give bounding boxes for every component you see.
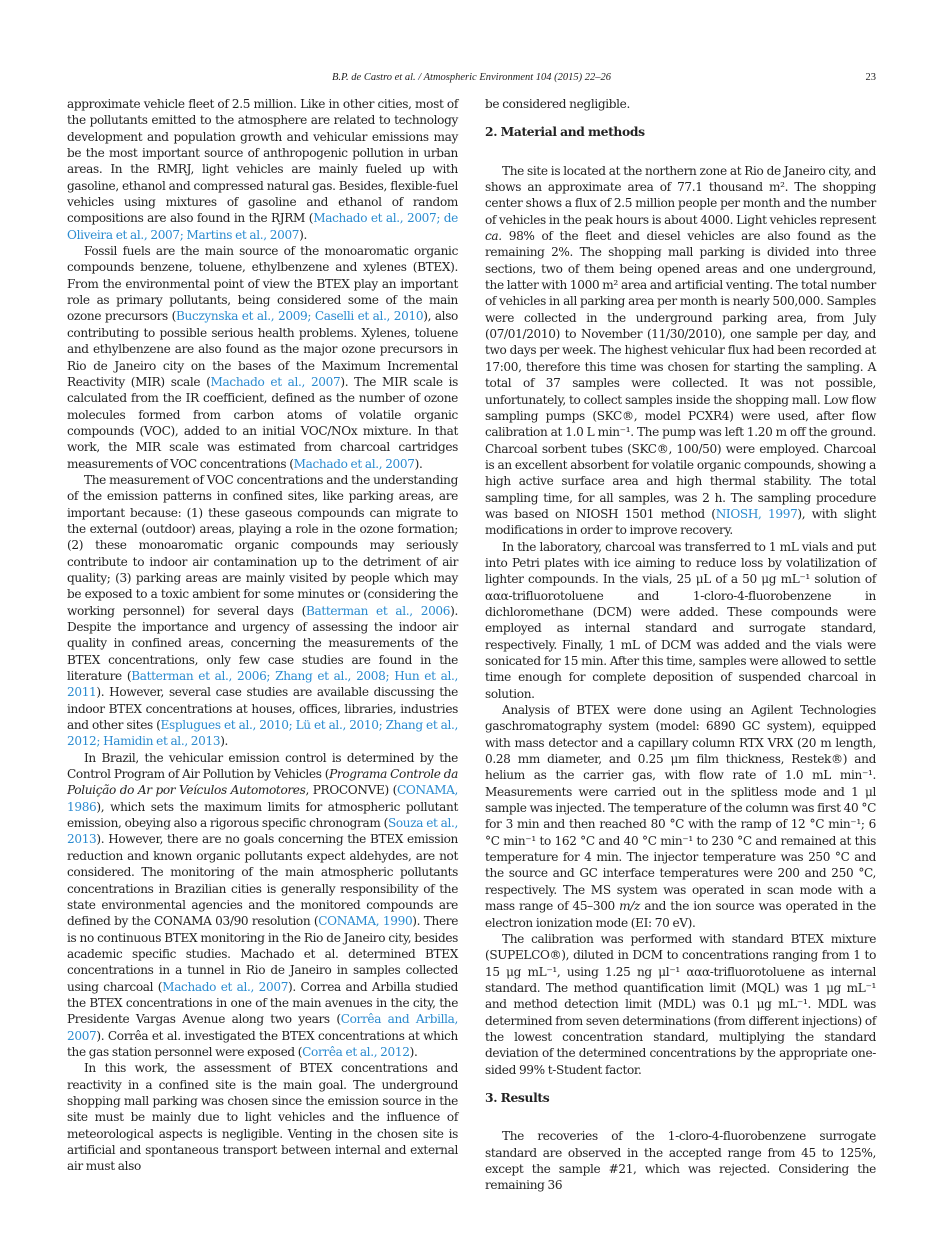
paragraph: [485, 931, 876, 1078]
citation-link[interactable]: Buczynska et al., 2009; Caselli et al., 2010: [176, 309, 424, 324]
citation-link[interactable]: Batterman et al., 2006: [305, 603, 451, 618]
italic-text: Programa Controle da Poluição do Ar por Veículos Automotores: [67, 767, 458, 798]
paragraph: [67, 96, 458, 243]
italic-text: m/z: [619, 899, 641, 914]
paragraph: [67, 472, 458, 750]
text-run: ).: [414, 456, 423, 471]
text-run: Fossil fuels are the main source of the monoaromatic organic compounds benzene, toluene, ethylbenzene and xylenes (BTEX). From the environmental point of view the BTEX play an important role as primary pollutants, being considered some of the main ozone precursors (: [67, 244, 458, 324]
text-run: Analysis of BTEX were done using an Agilent Technologies gaschromatography system (model: 6890 GC system), equipped with mass detector and a capillary column RTX VRX (20 m length, 0.28 mm diameter, and 0.25 μm film thickness, Restek®) and helium as the carrier gas, with flow rate of 1.0 mL min⁻¹. Measurements were carried out in the splitless mode and 1 μl sample was injected. The temperature of the column was first 40 °C for 3 min and then reached 80 °C with the ramp of 12 °C min⁻¹; 6 °C min⁻¹ to 162 °C and 40 °C min⁻¹ to 230 °C and remained at this temperature for 4 min. The injector temperature was 250 °C and the source and GC interface temperatures were 200 and 250 °C, respectively. The MS system was operated in scan mode with a mass range of 45–300: [485, 703, 876, 914]
text-run: The measurement of VOC concentrations and the understanding of the emission patterns in confined sites, like parking areas, are important because: (1) these gaseous compounds can migrate to the external (outdoor) areas, playing a role in the ozone formation; (2) these monoaromatic organic compounds may seriously contribute to indoor air contamination up to the detriment of air quality; (3) parking areas are mainly visited by people which may be exposed to a toxic ambient for some minutes or (considering the working personnel) for several days (: [67, 472, 458, 618]
text-run: , PROCONVE) (: [305, 783, 397, 798]
text-run: ).: [299, 227, 308, 242]
text-run: ). However, there are no goals concerning the BTEX emission reduction and known organic pollutants expect aldehydes, are not considered. The monitoring of the main atmospheric pollutants concentrations in Brazilian cities is generally responsibility of the state environmental agencies and the monitored compounds are defined by the CONAMA 03/90 resolution (: [67, 832, 458, 929]
text-run: In Brazil, the vehicular emission control is determined by the Control Program of Air Pollution by Vehicles (: [67, 750, 458, 782]
text-run: ). There is no continuous BTEX monitoring in the Rio de Janeiro city, besides academic specific studies. Machado et al. determined BTEX concentrations in a tunnel in Rio de Janeiro in samples collected using charcoal (: [67, 914, 458, 994]
citation-link[interactable]: Batterman et al., 2006; Zhang et al., 2008; Hun et al., 2011: [67, 669, 458, 700]
right-column: [485, 96, 876, 1194]
text-run: ), which sets the maximum limits for atmospheric pollutant emission, obeying also a rigorous specific chronogram (: [67, 799, 458, 831]
text-run: ). The MIR scale is calculated from the IR coefficient, defined as the number of ozone molecules formed from carbon atoms of volatile organic compounds (VOC), added to an initial VOC/NOx mixture. In that work, the MIR scale was estimated from charcoal cartridges measurements of VOC concentrations (: [67, 374, 459, 471]
paragraph: [485, 702, 876, 931]
paragraph: [67, 243, 458, 472]
paragraph-group: [67, 96, 458, 1175]
paragraph: [485, 163, 876, 539]
text-run: In this work, the assessment of BTEX concentrations and reactivity in a confined site is the main goal. The underground shopping mall parking was chosen since the emission source in the site must be mainly due to light vehicles and the influence of meteorological aspects is negligible. Venting in the chosen site is artificial and spontaneous transport between internal and external air must also: [67, 1061, 458, 1174]
text-run: ).: [409, 1044, 418, 1059]
paragraph-group: [485, 96, 876, 112]
italic-text: ca.: [485, 229, 502, 244]
citation-link[interactable]: Machado et al., 2007: [210, 374, 341, 389]
text-run: ). Corrêa et al. investigated the BTEX concentrations at which the gas station personnel were exposed (: [67, 1028, 458, 1059]
citation-link[interactable]: Corrêa et al., 2012: [302, 1044, 410, 1059]
paragraph: [67, 1060, 458, 1174]
paragraph-group: [485, 1128, 876, 1193]
citation-link[interactable]: CONAMA, 1990: [318, 914, 413, 929]
text-run: The calibration was performed with standard BTEX mixture (SUPELCO®), diluted in DCM to concentrations ranging from 1 to 15 μg mL⁻¹, using 1.25 ng μl⁻¹ ααα-trifluorotoluene as internal standard. The method quantification limit (MQL) was 1 μg mL⁻¹ and method detection limit (MDL) was 0.1 μg mL⁻¹. MDL was determined from seven determinations (from different injections) of the lowest concentration standard, multiplying the standard deviation of the determined concentrations by the appropriate one-sided 99% t-Student factor.: [485, 931, 876, 1077]
page-number: 23: [865, 72, 876, 83]
text-run: approximate vehicle fleet of 2.5 million. Like in other cities, most of the pollutants emitted to the atmosphere are related to technology development and population growth and vehicular emissions may be the most important source of anthropogenic pollution in urban areas. In the RMRJ, light vehicles are mainly fueled up with gasoline, ethanol and compressed natural gas. Besides, flexible-fuel vehicles using mixtures of gasoline and ethanol of random compositions are also found in the RJRM (: [67, 97, 458, 226]
section-heading-results: 3. Results: [485, 1089, 550, 1105]
paragraph: [485, 96, 876, 112]
text-run: ). However, several case studies are available discussing the indoor BTEX concentrations at houses, offices, libraries, industries and other sites (: [67, 685, 458, 733]
citation-link[interactable]: NIOSH, 1997: [715, 506, 798, 521]
citation-link[interactable]: Machado et al., 2007; de Oliveira et al., 2007; Martins et al., 2007: [67, 211, 458, 242]
running-header: B.P. de Castro et al. / Atmospheric Environment 104 (2015) 22–26: [331, 72, 612, 83]
paragraph: [485, 1128, 876, 1193]
text-run: and the ion source was operated in the electron ionization mode (EI: 70 eV).: [485, 899, 876, 930]
paragraph-group: [485, 163, 876, 1078]
citation-link[interactable]: Machado et al., 2007: [162, 979, 289, 994]
text-run: In the laboratory, charcoal was transferred to 1 mL vials and put into Petri plates with ice aiming to reduce loss by volatilization of lighter compounds. In the vials, 25 μL of a 50 μg mL⁻¹ solution of ααα-trifluorotoluene and 1-cloro-4-fluorobenzene in dichloromethane (DCM) were added. These compounds were employed as internal standard and surrogate standard, respectively. Finally, 1 mL of DCM was added and the vials were sonicated for 15 min. After this time, samples were allowed to settle time enough for complete deposition of suspended charcoal in solution.: [485, 539, 876, 701]
text-run: be considered negligible.: [485, 97, 630, 111]
citation-link[interactable]: Corrêa and Arbilla, 2007: [67, 1012, 458, 1043]
text-run: ), with slight modifications in order to improve recovery.: [485, 506, 876, 538]
text-run: ), also contributing to possible serious health problems. Xylenes, toluene and ethylbenzene are also found as the major ozone precursors in Rio de Janeiro city on the bases of the Maximum Incremental Reactivity (MIR) scale (: [67, 309, 458, 389]
text-run: The recoveries of the 1-cloro-4-fluorobenzene surrogate standard are observed in the accepted range from 45 to 125%, except the sample #21, which was rejected. Considering the remaining 36: [485, 1129, 876, 1193]
text-run: 98% of the fleet and diesel vehicles are also found as the remaining 2%. The shopping mall parking is divided into three sections, two of them being opened areas and one underground, the latter with 1000 m² area and artificial venting. The total number of vehicles in all parking area per month is nearly 500,000. Samples were collected in the underground parking area, from July (07/01/2010) to November (11/30/2010), one sample per day, and two days per week. The highest vehicular flux had been recorded at 17:00, therefore this time was chosen for starting the sampling. A total of 37 samples were collected. It was not possible, unfortunately, to collect samples inside the shopping mall. Low flow sampling pumps (SKC®, model PCXR4) were used, after flow calibration at 1.0 L min⁻¹. The pump was left 1.20 m off the ground. Charcoal sorbent tubes (SKC®, 100/50) were employed. Charcoal is an excellent absorbent for volatile organic compounds, showing a high active surface area and high thermal stability. The total sampling time, for all samples, was 2 h. The sampling procedure was based on NIOSH 1501 method (: [485, 229, 876, 521]
text-run: ). Correa and Arbilla studied the BTEX concentrations in one of the main avenues in the city, the Presidente Vargas Avenue along two years (: [67, 979, 459, 1027]
citation-link[interactable]: Machado et al., 2007: [293, 456, 415, 471]
paragraph: [67, 750, 458, 1061]
text-run: ). Despite the importance and urgency of assessing the indoor air quality in confined areas, concerning the measurements of the BTEX concentrations, only few case studies are found in the literature (: [67, 603, 458, 684]
paragraph: [485, 539, 876, 702]
citation-link[interactable]: Souza et al., 2013: [67, 816, 458, 847]
citation-link[interactable]: CONAMA, 1986: [67, 783, 458, 814]
text-run: ).: [220, 734, 229, 749]
text-run: The site is located at the northern zone at Rio de Janeiro city, and shows an approximate area of 77.1 thousand m². The shopping center shows a flux of 2.5 million people per month and the number of vehicles in the peak hours is about 4000. Light vehicles represent: [485, 163, 876, 227]
section-heading-methods: 2. Material and methods: [485, 124, 645, 140]
citation-link[interactable]: Esplugues et al., 2010; Lü et al., 2010; Zhang et al., 2012; Hamidin et al., 2013: [67, 718, 458, 749]
left-column: [67, 96, 458, 1175]
